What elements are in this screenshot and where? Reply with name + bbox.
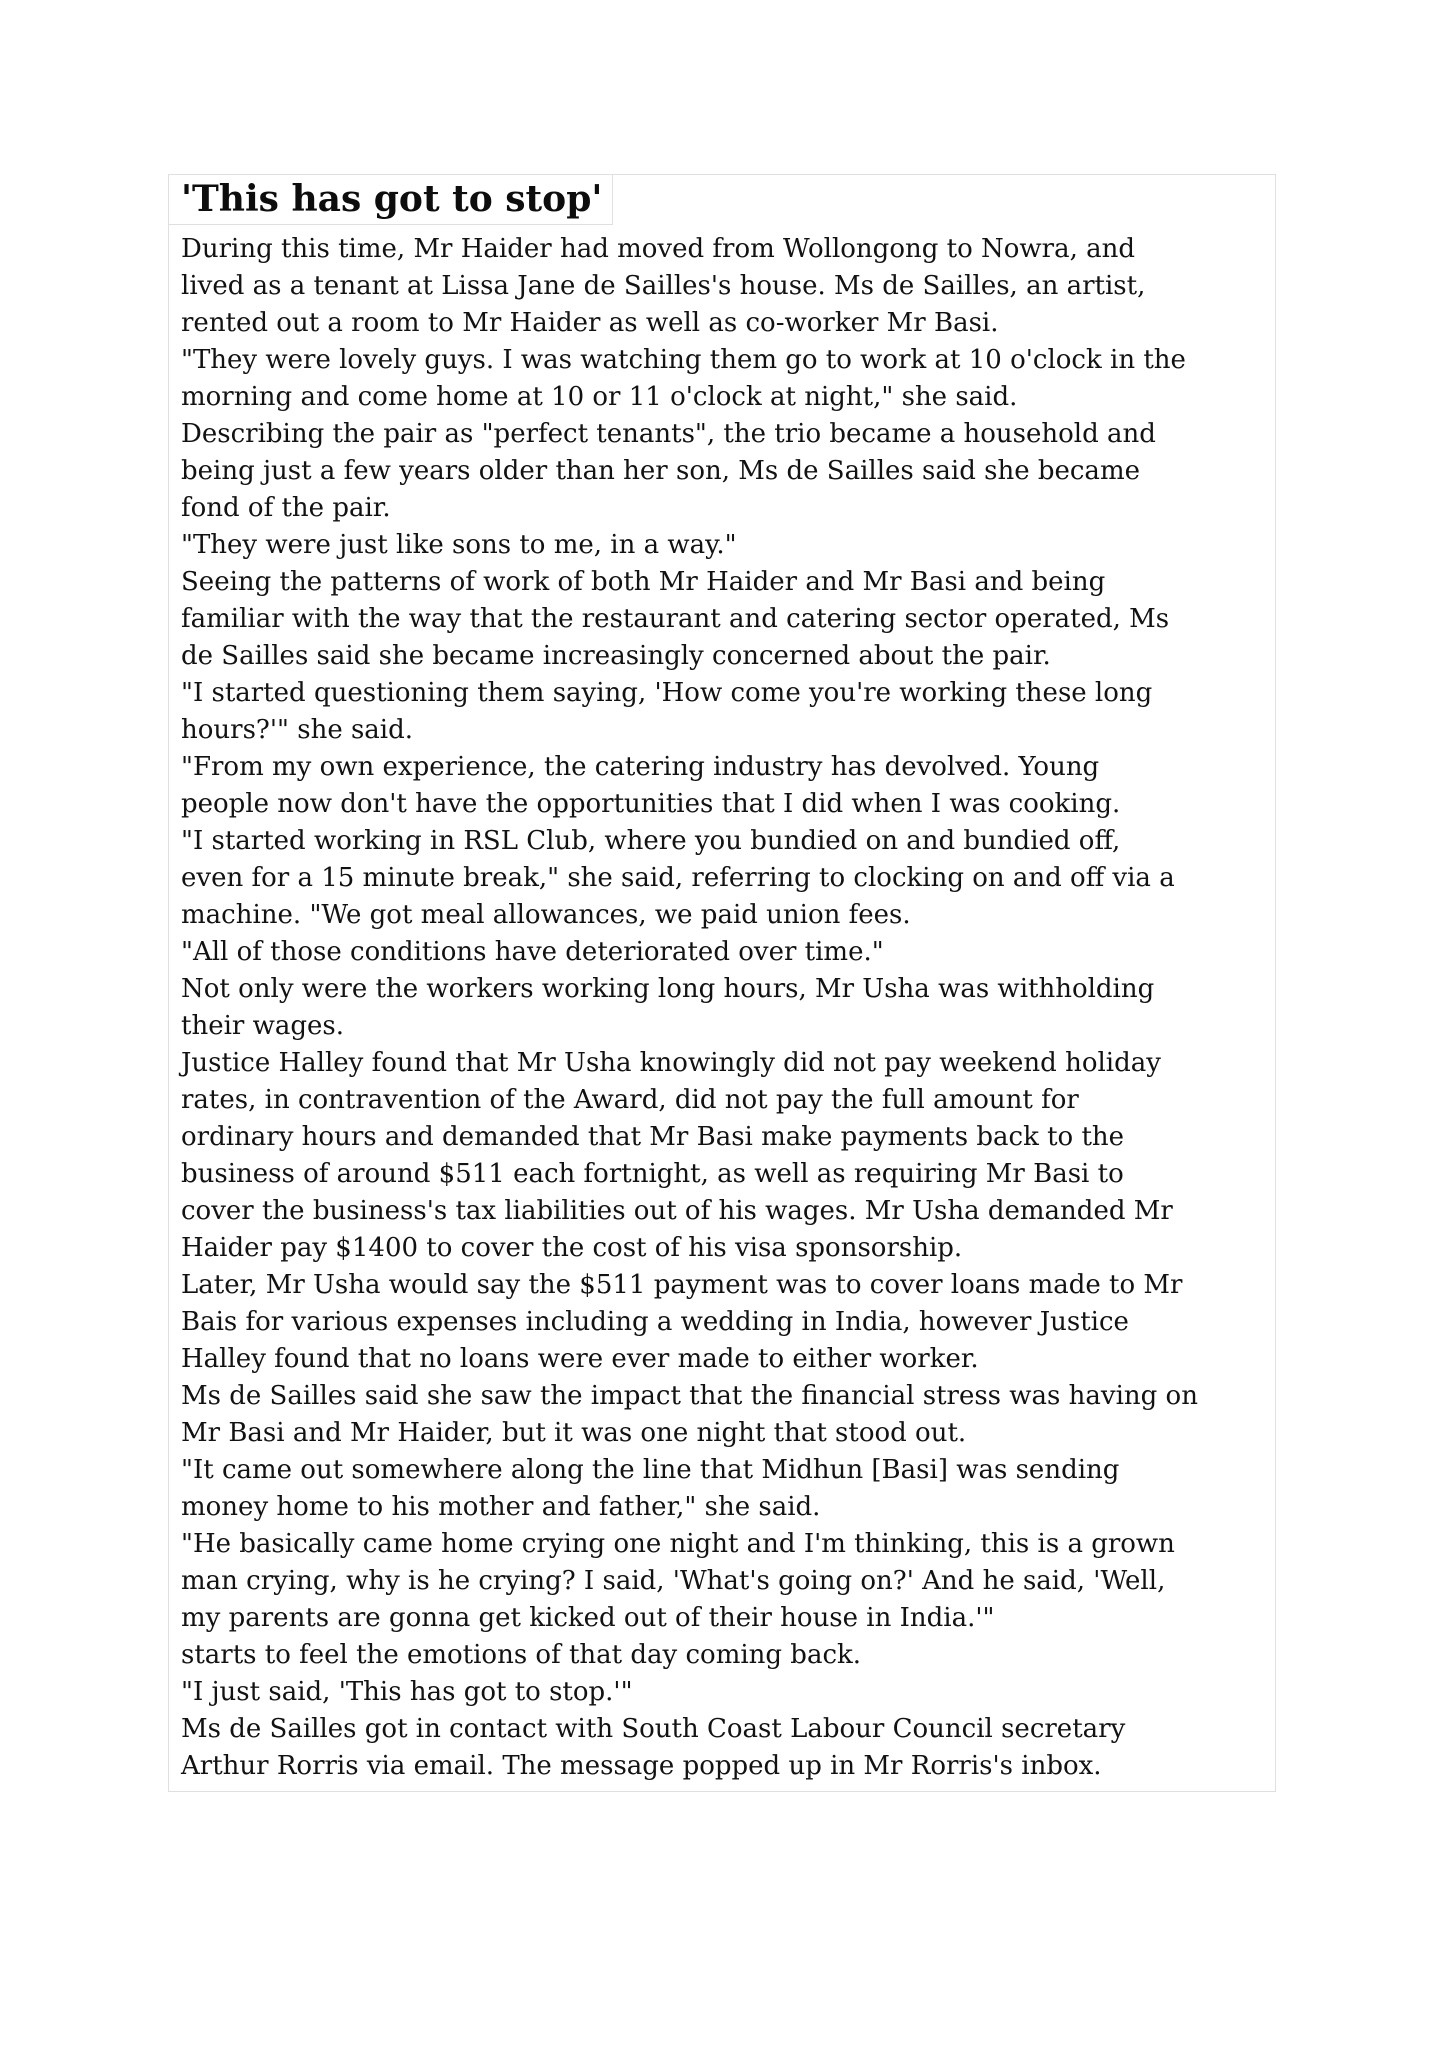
article-line: Haider pay $1400 to cover the cost of his visa sponsorship. [181,1233,963,1263]
article-line: "They were just like sons to me, in a way." [181,530,737,560]
article-line: "I started working in RSL Club, where you bundied on and bundied off, [181,826,1121,856]
article-line: Mr Basi and Mr Haider, but it was one night that stood out. [181,1418,967,1448]
article-line: being just a few years older than her son, Ms de Sailles said she became [181,456,1140,486]
article-line: business of around $511 each fortnight, as well as requiring Mr Basi to [181,1159,1124,1189]
article-line: morning and come home at 10 or 11 o'clock at night," she said. [181,382,1018,412]
article-line: "From my own experience, the catering industry has devolved. Young [181,752,1100,782]
article-line: ordinary hours and demanded that Mr Basi make payments back to the [181,1122,1125,1152]
article-line: Ms de Sailles said she saw the impact that the financial stress was having on [181,1381,1198,1411]
article-line: rented out a room to Mr Haider as well as co-worker Mr Basi. [181,308,999,338]
article-line: Describing the pair as "perfect tenants", the trio became a household and [181,419,1156,449]
article-heading: 'This has got to stop' [168,174,613,225]
article-line: machine. "We got meal allowances, we paid union fees. [181,900,911,930]
article-line: Ms de Sailles got in contact with South Coast Labour Council secretary [181,1714,1126,1744]
article-body [181,231,1263,1785]
article-line: "All of those conditions have deteriorated over time." [181,937,884,967]
article-line: de Sailles said she became increasingly concerned about the pair. [181,641,1051,671]
article-line: "It came out somewhere along the line that Midhun [Basi] was sending [181,1455,1120,1485]
article-line: lived as a tenant at Lissa Jane de Sailles's house. Ms de Sailles, an artist, [181,271,1146,301]
article-line: rates, in contravention of the Award, did not pay the full amount for [181,1085,1079,1115]
article-line: my parents are gonna get kicked out of their house in India.'" [181,1603,995,1633]
article-line: During this time, Mr Haider had moved from Wollongong to Nowra, and [181,234,1136,264]
article-panel [168,174,1276,1792]
article-line: man crying, why is he crying? I said, 'What's going on?' And he said, 'Well, [181,1566,1166,1596]
article-line: familiar with the way that the restaurant and catering sector operated, Ms [181,604,1170,634]
article-line: "He basically came home crying one night and I'm thinking, this is a grown [181,1529,1175,1559]
article-line: fond of the pair. [181,493,391,523]
article-line: "I just said, 'This has got to stop.'" [181,1677,633,1707]
article-line: their wages. [181,1011,344,1041]
article-line: Later, Mr Usha would say the $511 payment was to cover loans made to Mr [181,1270,1183,1300]
article-line: Not only were the workers working long hours, Mr Usha was withholding [181,974,1155,1004]
article-line: starts to feel the emotions of that day coming back. [181,1640,862,1670]
article-line: Bais for various expenses including a wedding in India, however Justice [181,1307,1129,1337]
article-line: Seeing the patterns of work of both Mr Haider and Mr Basi and being [181,567,1106,597]
article-line: money home to his mother and father," she said. [181,1492,821,1522]
article-line: Halley found that no loans were ever made to either worker. [181,1344,979,1374]
article-line: Justice Halley found that Mr Usha knowingly did not pay weekend holiday [181,1048,1161,1078]
article-line: even for a 15 minute break," she said, referring to clocking on and off via a [181,863,1175,893]
article-line: cover the business's tax liabilities out of his wages. Mr Usha demanded Mr [181,1196,1173,1226]
article-line: "I started questioning them saying, 'How come you're working these long [181,678,1153,708]
article-line: "They were lovely guys. I was watching them go to work at 10 o'clock in the [181,345,1186,375]
article-line: people now don't have the opportunities that I did when I was cooking. [181,789,1121,819]
article-line: Arthur Rorris via email. The message popped up in Mr Rorris's inbox. [181,1751,1102,1781]
article-line: hours?'" she said. [181,715,414,745]
